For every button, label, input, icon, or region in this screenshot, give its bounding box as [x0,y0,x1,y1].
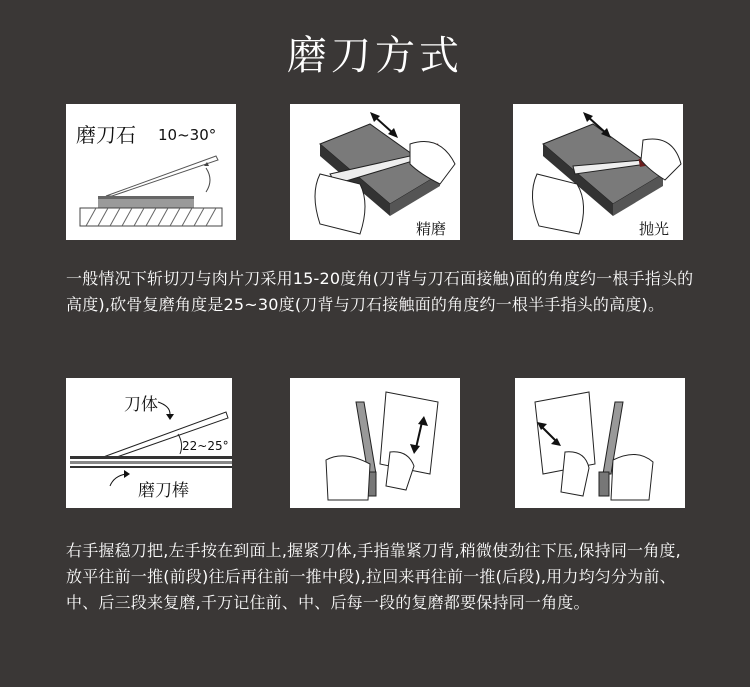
honing-rod-back-illustration [515,378,685,508]
blade-label: 刀体 [124,395,158,415]
angle-label: 10~30° [158,126,217,144]
whetstone-angle-diagram [66,104,236,240]
honing-rod-label: 磨刀棒 [138,481,189,501]
whetstone-description: 一般情况下斩切刀与肉片刀采用15-20度角(刀背与刀石面接触)面的角度约一根手指头的高度),砍骨复磨角度是25~30度(刀背与刀石接触面的角度约一根半手指头的高度)。 [66,269,694,314]
honing-rod-description: 右手握稳刀把,左手按在到面上,握紧刀体,手指靠紧刀背,稍微使劲往下压,保持同一角度,放平往前一推(前段)往后再往前一推中段),拉回来再往前一推(后段),用力均匀分为前、中、后三段来复磨,千万记住前、中、后每一段的复磨都要保持同一角度。 [66,541,681,612]
page-title: 磨刀方式 [287,33,463,79]
whetstone-label: 磨刀石 [76,123,136,147]
honing-angle-label: 22~25° [182,439,229,453]
polishing-label: 抛光 [639,220,670,238]
fine-grinding-label: 精磨 [416,220,447,238]
honing-rod-front-illustration [290,378,460,508]
honing-rod-angle-diagram [66,378,232,508]
polishing-illustration [513,104,683,240]
fine-grinding-illustration [290,104,460,240]
